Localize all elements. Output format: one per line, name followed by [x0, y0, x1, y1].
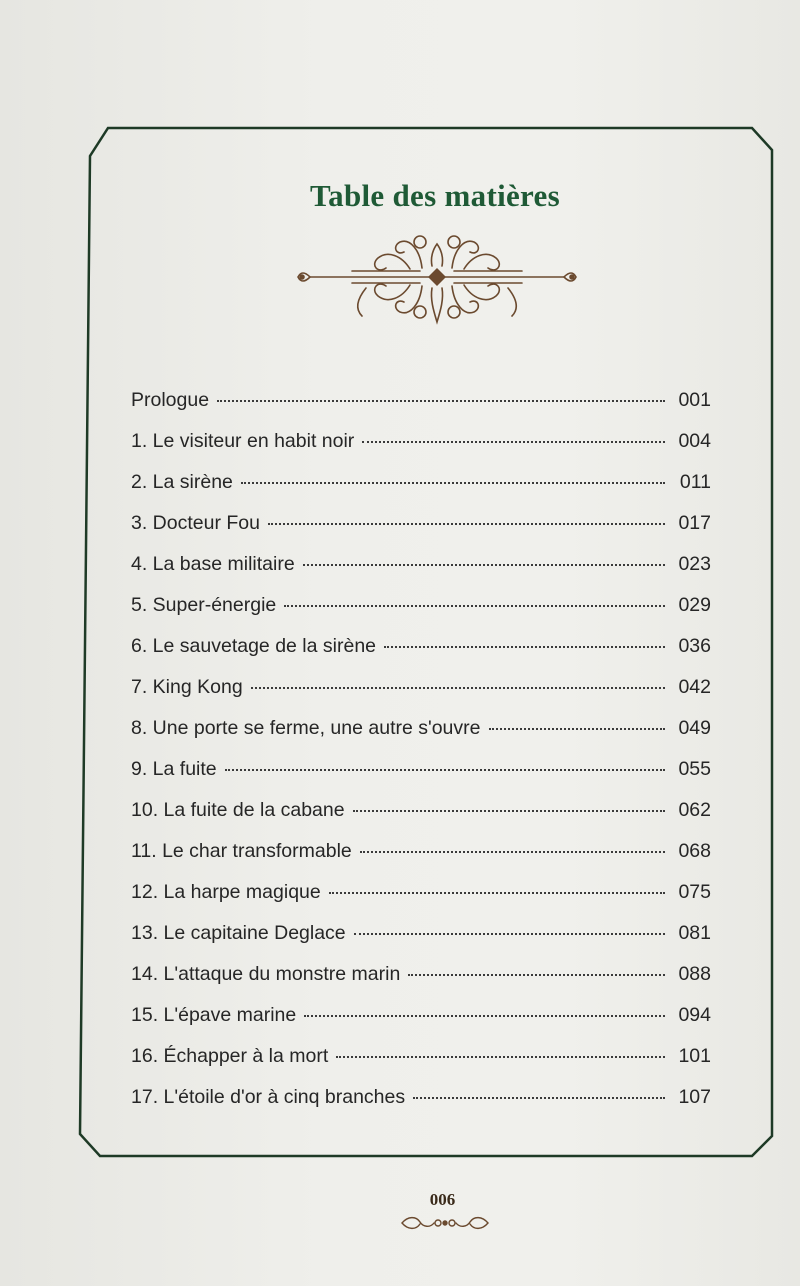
toc-entry[interactable] [131, 548, 711, 589]
toc-entry-title: 5. Super-énergie [131, 594, 277, 616]
toc-entry-page: 004 [678, 430, 711, 452]
toc-entry-page: 088 [678, 963, 711, 985]
toc-entry[interactable] [131, 1040, 711, 1081]
toc-entry-page: 049 [678, 717, 711, 739]
toc-entry-title: 11. Le char transformable [131, 840, 352, 862]
toc-entry-page: 101 [678, 1045, 711, 1067]
toc-entry-page: 001 [678, 389, 711, 411]
toc-entry-title: Prologue [131, 389, 210, 411]
toc-entry[interactable] [131, 425, 711, 466]
toc-entry-page: 036 [678, 635, 711, 657]
toc-entry-page: 075 [678, 881, 711, 903]
toc-entry-title: 10. La fuite de la cabane [131, 799, 345, 821]
toc-entry[interactable] [131, 589, 711, 630]
toc-entry[interactable] [131, 1081, 711, 1122]
toc-dot-leader [489, 728, 666, 730]
toc-entry-title: 2. La sirène [131, 471, 233, 493]
toc-entry-title: 8. Une porte se ferme, une autre s'ouvre [131, 717, 481, 739]
toc-entry[interactable] [131, 712, 711, 753]
toc-entry-title: 16. Échapper à la mort [131, 1045, 329, 1067]
toc-dot-leader [354, 933, 665, 935]
toc-entry[interactable] [131, 958, 711, 999]
toc-entry-title: 15. L'épave marine [131, 1004, 297, 1026]
toc-entry-page: 094 [678, 1004, 711, 1026]
toc-entry-title: 12. La harpe magique [131, 881, 321, 903]
toc-entry-title: 13. Le capitaine Deglace [131, 922, 346, 944]
toc-dot-leader [353, 810, 665, 812]
toc-entry[interactable] [131, 630, 711, 671]
toc-entry[interactable] [131, 384, 711, 425]
toc-entry[interactable] [131, 507, 711, 548]
toc-entry-title: 1. Le visiteur en habit noir [131, 430, 355, 452]
toc-entry[interactable] [131, 999, 711, 1040]
toc-dot-leader [408, 974, 665, 976]
page-title: Table des matières [310, 178, 560, 213]
toc-entry-title: 9. La fuite [131, 758, 217, 780]
toc-dot-leader [304, 1015, 665, 1017]
toc-dot-leader [362, 441, 665, 443]
toc-dot-leader [360, 851, 665, 853]
toc-dot-leader [336, 1056, 665, 1058]
toc-entry-page: 062 [678, 799, 711, 821]
toc-entry-page: 042 [678, 676, 711, 698]
toc-entry[interactable] [131, 835, 711, 876]
toc-entry[interactable] [131, 466, 711, 507]
toc-entry-page: 029 [678, 594, 711, 616]
toc-entry-page: 017 [678, 512, 711, 534]
toc-entry-title: 17. L'étoile d'or à cinq branches [131, 1086, 406, 1108]
toc-entry[interactable] [131, 753, 711, 794]
toc-dot-leader [217, 400, 665, 402]
toc-entry-title: 6. Le sauvetage de la sirène [131, 635, 377, 657]
toc-dot-leader [303, 564, 665, 566]
toc-entry-page: 011 [679, 471, 711, 493]
toc-dot-leader [225, 769, 665, 771]
toc-entry-title: 4. La base militaire [131, 553, 295, 575]
toc-dot-leader [241, 482, 665, 484]
toc-entry-title: 3. Docteur Fou [131, 512, 260, 534]
table-of-contents [131, 384, 711, 1122]
toc-entry[interactable] [131, 917, 711, 958]
toc-entry-page: 081 [678, 922, 711, 944]
page-number: 006 [429, 1190, 456, 1209]
toc-entry-title: 14. L'attaque du monstre marin [131, 963, 401, 985]
toc-dot-leader [268, 523, 665, 525]
toc-dot-leader [284, 605, 665, 607]
toc-dot-leader [413, 1097, 665, 1099]
toc-dot-leader [251, 687, 665, 689]
toc-entry[interactable] [131, 876, 711, 917]
toc-entry[interactable] [131, 671, 711, 712]
scroll-flourish-ornament-icon [292, 228, 582, 332]
toc-entry-page: 055 [678, 758, 711, 780]
small-flourish-ornament-icon [398, 1212, 492, 1234]
toc-entry[interactable] [131, 794, 711, 835]
toc-entry-title: 7. King Kong [131, 676, 243, 698]
toc-dot-leader [329, 892, 665, 894]
toc-dot-leader [384, 646, 665, 648]
toc-entry-page: 023 [678, 553, 711, 575]
toc-entry-page: 068 [678, 840, 711, 862]
toc-entry-page: 107 [678, 1086, 711, 1108]
